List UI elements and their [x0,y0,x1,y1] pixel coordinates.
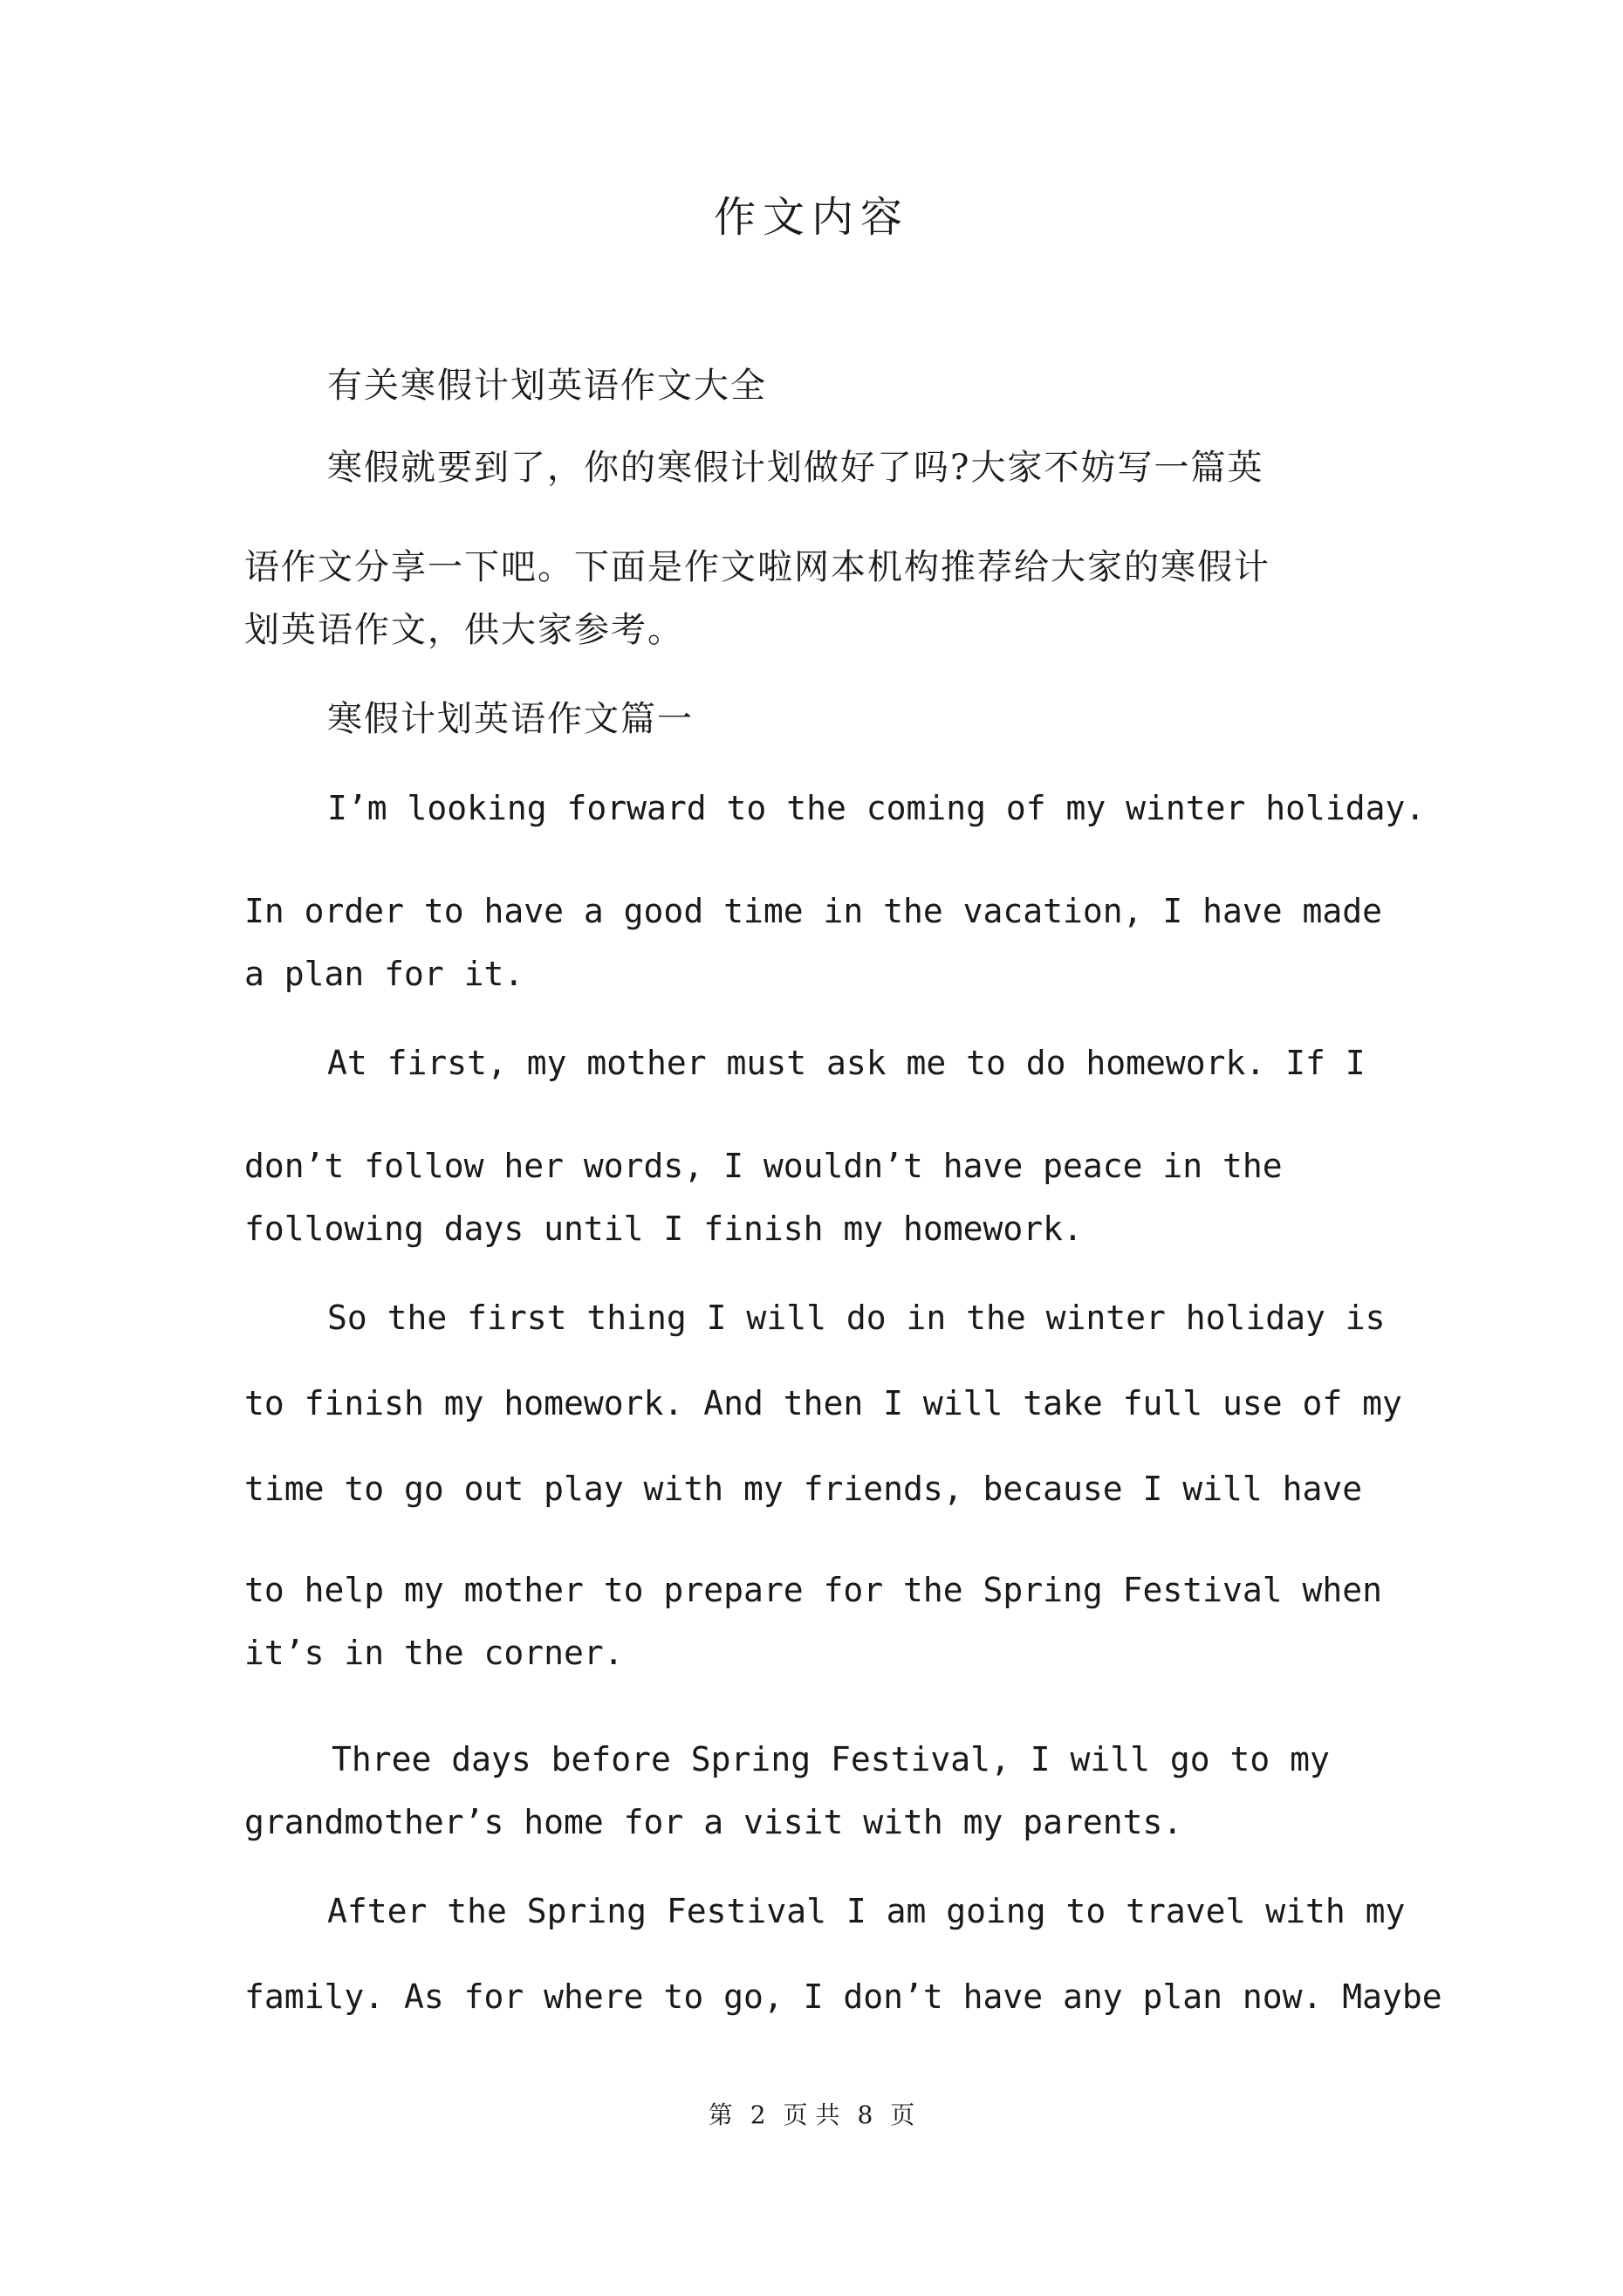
paragraph-line: In order to have a good time in the vacation, I have made [244,892,1383,930]
paragraph-line: time to go out play with my friends, because I will have [244,1470,1363,1508]
paragraph-line: to finish my homework. And then I will take full use of my [244,1384,1402,1422]
paragraph-line: it’s in the corner. [244,1634,624,1672]
footer-total-pages: 8 [857,2101,873,2129]
paragraph-line: After the Spring Festival I am going to travel with my [327,1892,1406,1930]
section-heading: 寒假计划英语作文篇一 [327,699,694,739]
page-title: 作文内容 [713,193,909,242]
heading-line: 有关寒假计划英语作文大全 [327,366,767,406]
paragraph-line: following days until I finish my homework. [244,1210,1083,1248]
paragraph-line: 划英语作文，供大家参考。 [244,610,684,650]
footer-middle: 页 共 [783,2101,840,2129]
footer-page-number: 2 [750,2101,766,2129]
paragraph-line: 语作文分享一下吧。下面是作文啦网本机构推荐给大家的寒假计 [244,547,1270,587]
paragraph-line: grandmother’s home for a visit with my parents. [244,1803,1183,1841]
paragraph-line: 寒假就要到了，你的寒假计划做好了吗?大家不妨写一篇英 [327,448,1264,488]
paragraph-line: I’m looking forward to the coming of my winter holiday. [327,789,1426,827]
paragraph-line: don’t follow her words, I wouldn’t have peace in the [244,1147,1283,1185]
paragraph-line: At first, my mother must ask me to do homework. If I [327,1044,1366,1082]
paragraph-line: to help my mother to prepare for the Spring Festival when [244,1571,1383,1609]
paragraph-line: So the first thing I will do in the winter holiday is [327,1299,1386,1337]
footer-suffix: 页 [890,2101,915,2129]
footer-prefix: 第 [708,2101,733,2129]
page-footer [0,2096,1623,2131]
paragraph-line: a plan for it. [244,955,524,993]
paragraph-line: family. As for where to go, I don’t have any plan now. Maybe [244,1977,1442,2016]
paragraph-line: Three days before Spring Festival, I will go to my [332,1740,1330,1779]
